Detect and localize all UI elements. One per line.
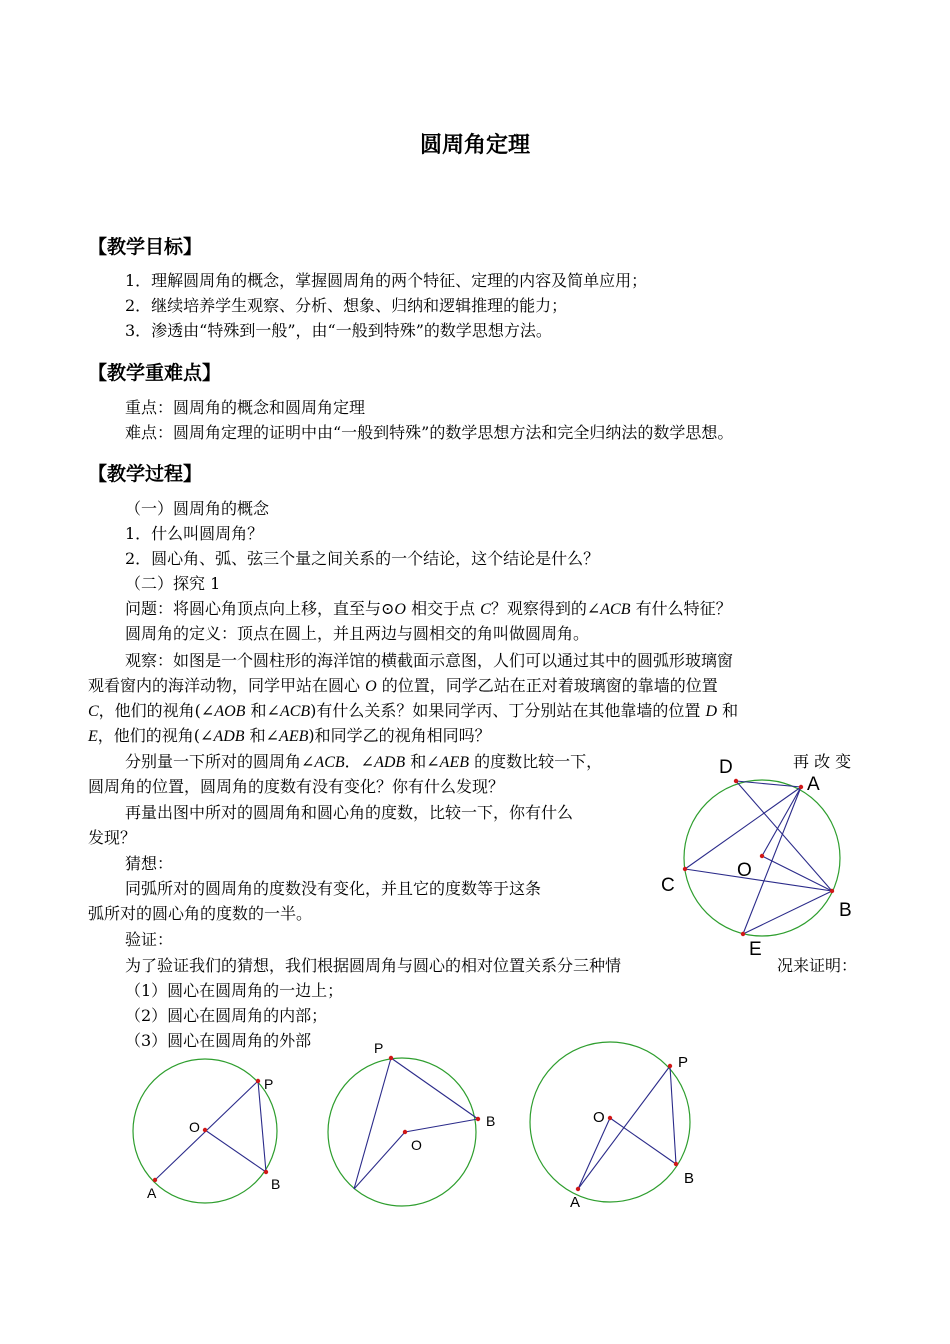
point-o — [760, 854, 764, 858]
case-1-point-o — [203, 1128, 207, 1132]
case-2-point-o — [403, 1130, 407, 1134]
case-2-label-p: P — [374, 1040, 384, 1056]
case-2-point-b — [476, 1117, 480, 1121]
case-1-label-p: P — [264, 1076, 274, 1092]
section-heading-process: 【教学过程】 — [88, 463, 203, 485]
section-heading-keypoints: 【教学重难点】 — [88, 362, 222, 384]
observation-line-1: 观察：如图是一个圆柱形的海洋馆的横截面示意图，人们可以通过其中的圆弧形玻璃窗 — [125, 651, 734, 670]
aquarium-figure — [655, 750, 865, 965]
case-3-point-b — [674, 1162, 678, 1166]
figure-case-1 — [125, 1055, 295, 1205]
verify-line-1-end: 况来证明： — [777, 956, 858, 975]
goal-item-1: 1．理解圆周角的概念，掌握圆周角的两个特征、定理的内容及简单应用； — [125, 271, 648, 290]
point-c — [683, 867, 687, 871]
label-e: E — [749, 939, 762, 960]
process-problem: 问题：将圆心角顶点向上移，直至与⊙O 相交于点 C？观察得到的∠ACB 有什么特征？ — [125, 599, 732, 618]
process-definition: 圆周角的定义：顶点在圆上，并且两边与圆相交的角叫做圆周角。 — [125, 624, 590, 643]
case-2-label-b: B — [486, 1113, 496, 1129]
case-3-label-b: B — [684, 1170, 695, 1187]
case-3-chord-pb — [670, 1066, 676, 1164]
goal-item-2: 2．继续培养学生观察、分析、想象、归纳和逻辑推理的能力； — [125, 296, 568, 315]
measure-line-1-end: 再 改 变 — [793, 752, 852, 771]
case-3-label-o: O — [593, 1109, 605, 1126]
case-1: （1）圆心在圆周角的一边上； — [125, 981, 344, 1000]
verify-heading: 验证： — [125, 930, 174, 949]
point-d — [734, 779, 738, 783]
case-2: （2）圆心在圆周角的内部； — [125, 1006, 328, 1025]
process-question-1: 1．什么叫圆周角？ — [125, 524, 264, 543]
figure-case-2 — [318, 1038, 503, 1213]
process-part-2: （二）探究 1 — [125, 574, 221, 593]
guess-heading: 猜想： — [125, 854, 174, 873]
case-3: （3）圆心在圆周角的外部 — [125, 1031, 312, 1050]
keypoint-difficulty: 难点：圆周角定理的证明中由“一般到特殊”的数学思想方法和完全归纳法的数学思想。 — [125, 423, 734, 442]
case-1-label-o: O — [189, 1119, 200, 1135]
case-3-circle — [530, 1042, 690, 1202]
guess-line-2: 弧所对的圆心角的度数的一半。 — [88, 904, 313, 923]
case-2-chord-pb — [391, 1058, 478, 1119]
case-1-radius-ob — [205, 1130, 266, 1172]
verify-line-1: 为了验证我们的猜想，我们根据圆周角与圆心的相对位置关系分三种情 — [125, 956, 622, 975]
case-1-point-b — [264, 1170, 268, 1174]
goal-item-3: 3．渗透由“特殊到一般”，由“一般到特殊”的数学思想方法。 — [125, 321, 552, 340]
case-2-chord-pa — [354, 1058, 391, 1189]
observation-line-2: 观看窗内的海洋动物，同学甲站在圆心 O 的位置，同学乙站在正对着玻璃窗的靠墙的位置 — [88, 676, 718, 695]
case-1-chord-pb — [258, 1081, 266, 1172]
case-3-radius-ob — [610, 1118, 676, 1164]
case-1-label-b: B — [271, 1176, 281, 1192]
chord-eb — [743, 891, 832, 934]
page-title: 圆周角定理 — [419, 133, 530, 158]
case-3-label-p: P — [678, 1054, 689, 1071]
section-heading-goals: 【教学目标】 — [88, 236, 203, 258]
point-a — [799, 785, 803, 789]
chord-ac — [685, 787, 801, 869]
case-1-point-p — [256, 1079, 260, 1083]
label-a: A — [807, 774, 820, 795]
case-3-label-a: A — [570, 1194, 581, 1211]
measure-line-1: 分别量一下所对的圆周角∠ACB．∠ADB 和∠AEB 的度数比较一下， — [125, 752, 603, 771]
measure-line-4: 发现？ — [88, 828, 137, 847]
process-question-2: 2．圆心角、弧、弦三个量之间关系的一个结论，这个结论是什么？ — [125, 549, 600, 568]
measure-line-3: 再量出图中所对的圆周角和圆心角的度数，比较一下，你有什么 — [125, 803, 574, 822]
process-part-1: （一）圆周角的概念 — [125, 499, 270, 518]
case-3-point-p — [668, 1064, 672, 1068]
point-e — [741, 932, 745, 936]
observation-line-4: E，他们的视角(∠ADB 和∠AEB)和同学乙的视角相同吗？ — [88, 726, 491, 745]
observation-line-3: C，他们的视角(∠AOB 和∠ACB)有什么关系？如果同学丙、丁分别站在其他靠墙的位置 D 和 — [88, 701, 739, 720]
measure-line-2: 圆周角的位置，圆周角的度数有没有变化？你有什么发现？ — [88, 777, 505, 796]
point-b — [830, 889, 834, 893]
keypoint-focus: 重点：圆周角的概念和圆周角定理 — [125, 398, 366, 417]
case-1-point-a — [153, 1178, 157, 1182]
chord-da — [736, 781, 801, 787]
case-2-label-o: O — [411, 1137, 422, 1153]
guess-line-1: 同弧所对的圆周角的度数没有变化，并且它的度数等于这条 — [125, 879, 542, 898]
label-c: C — [661, 875, 675, 896]
case-2-point-p — [389, 1056, 393, 1060]
label-o: O — [737, 860, 752, 881]
label-b: B — [839, 900, 852, 921]
case-3-point-a — [576, 1187, 580, 1191]
case-2-circle — [328, 1058, 476, 1206]
case-1-label-a: A — [147, 1185, 157, 1201]
label-d: D — [719, 757, 733, 778]
case-2-radius-ob — [405, 1119, 478, 1132]
radius-oa — [762, 787, 801, 856]
figure-case-3 — [520, 1040, 705, 1215]
case-3-point-o — [608, 1116, 612, 1120]
